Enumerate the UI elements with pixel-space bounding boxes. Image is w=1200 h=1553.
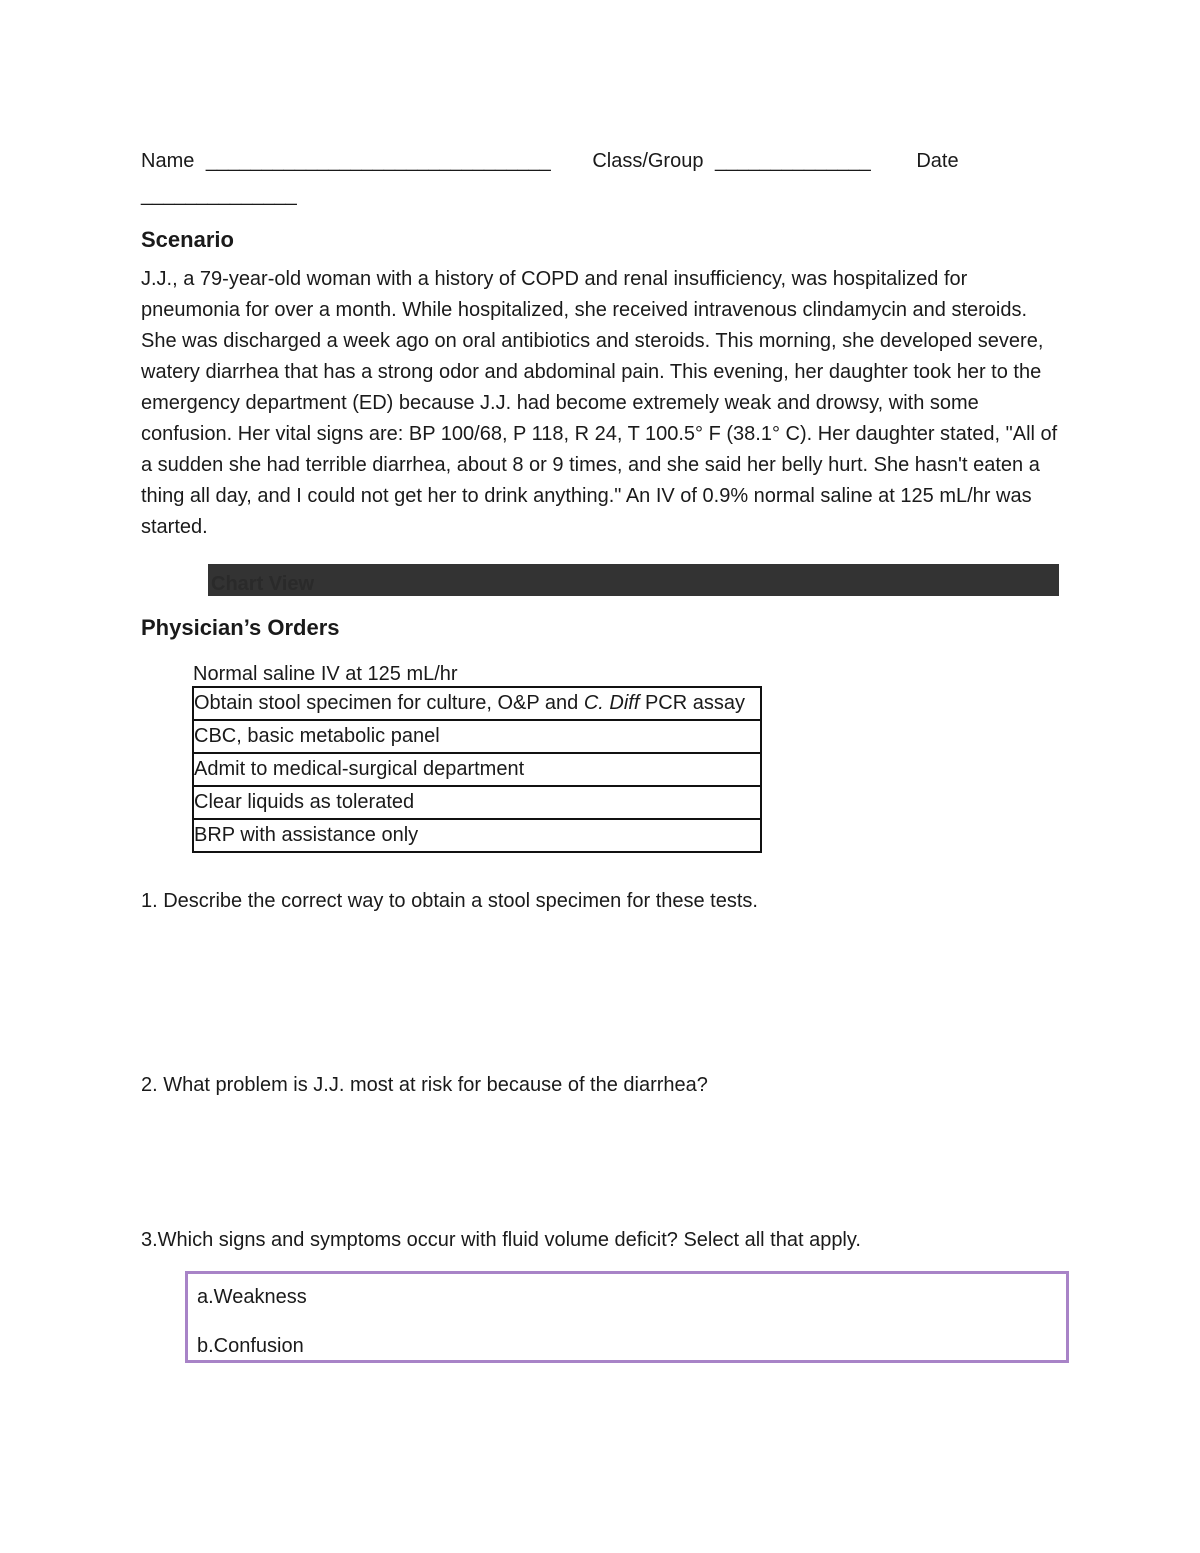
question-1: 1. Describe the correct way to obtain a stool specimen for these tests. bbox=[141, 890, 758, 912]
order-normal-saline: Normal saline IV at 125 mL/hr bbox=[193, 663, 458, 685]
table-row bbox=[193, 819, 761, 852]
class-group-label: Class/Group bbox=[592, 150, 704, 172]
date-label: Date bbox=[916, 150, 959, 172]
orders-table bbox=[192, 686, 762, 853]
order-clear-liquids: Clear liquids as tolerated bbox=[193, 786, 761, 819]
name-blank: _______________________________ bbox=[205, 150, 551, 172]
q3-choices-box bbox=[185, 1271, 1069, 1363]
physicians-orders-heading: Physician’s Orders bbox=[141, 615, 340, 640]
order-stool-organism: C. Diff bbox=[583, 692, 640, 714]
order-cbc: CBC, basic metabolic panel bbox=[193, 720, 761, 753]
student-info-line bbox=[141, 148, 1061, 174]
table-row bbox=[193, 720, 761, 753]
order-admit: Admit to medical-surgical department bbox=[193, 753, 761, 786]
chart-view-bar bbox=[208, 564, 1059, 596]
scenario-heading: Scenario bbox=[141, 227, 234, 252]
order-stool-suffix: PCR assay bbox=[639, 692, 745, 714]
date-blank: ______________ bbox=[141, 184, 297, 206]
choice-a[interactable]: a.Weakness bbox=[197, 1286, 307, 1308]
order-stool-prefix: Obtain stool specimen for culture, O&P and bbox=[194, 692, 584, 714]
question-3: 3.Which signs and symptoms occur with fluid volume deficit? Select all that apply. bbox=[141, 1229, 861, 1251]
table-row bbox=[193, 687, 761, 720]
class-group-blank: ______________ bbox=[715, 150, 871, 172]
order-stool-specimen bbox=[193, 687, 761, 720]
order-brp: BRP with assistance only bbox=[193, 819, 761, 852]
name-label: Name bbox=[141, 150, 195, 172]
question-2: 2. What problem is J.J. most at risk for because of the diarrhea? bbox=[141, 1074, 708, 1096]
table-row bbox=[193, 753, 761, 786]
scenario-text: J.J., a 79-year-old woman with a history of COPD and renal insufficiency, was hospitalized for pneumonia for over a month. While hospitalized, she received intravenous clindamycin and steroids. She was discharged a week ago on oral antibiotics and steroids. This morning, she developed severe, watery diarrhea that has a strong odor and abdominal pain. This evening, her daughter took her to the emergency department (ED) because J.J. had become extremely weak and drowsy, with some confusion. Her vital signs are: BP 100/68, P 118, R 24, T 100.5° F (38.1° C). Her daughter stated, "All of a sudden she had terrible diarrhea, about 8 or 9 times, and she said her belly hurt. She hasn't eaten a thing all day, and I could not get her to drink anything." An IV of 0.9% normal saline at 125 mL/hr was started. bbox=[141, 268, 1058, 538]
table-row bbox=[193, 786, 761, 819]
choice-b[interactable]: b.Confusion bbox=[197, 1335, 304, 1357]
chart-view-label: Chart View bbox=[211, 573, 314, 595]
